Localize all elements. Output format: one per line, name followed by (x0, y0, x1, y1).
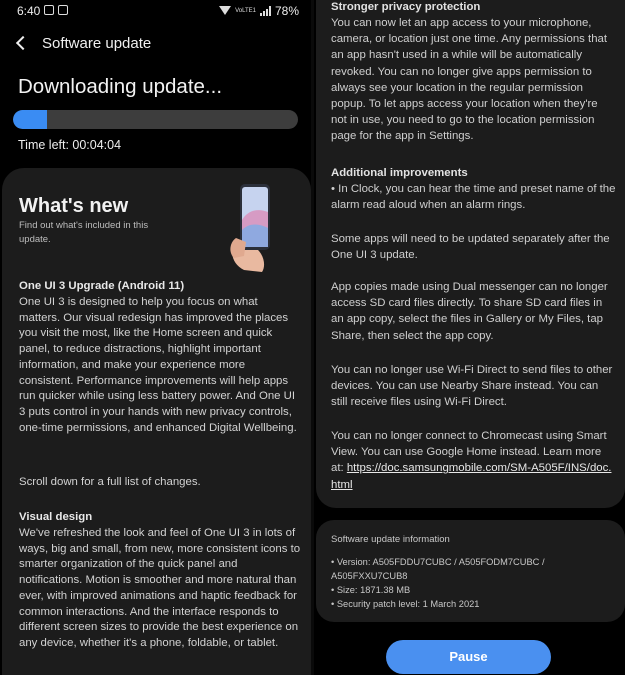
download-title: Downloading update... (18, 75, 223, 98)
signal-icon (260, 6, 271, 16)
info-size: • Size: 1871.38 MB (331, 585, 411, 595)
left-panel (0, 0, 311, 675)
scroll-hint: Scroll down for a full list of changes. (19, 476, 201, 488)
gallery-icon (44, 5, 54, 15)
image-icon (58, 5, 68, 15)
whats-new-subtitle: Find out what's included in this update. (19, 220, 149, 245)
network-label: VoLTE1 (235, 8, 256, 14)
privacy-body: You can now let an app access to your microphone, camera, or location just one time. Any permissions that an app hasn't used in a while will be automatically revoked. You can no longer give apps permission to always see your location in the regular permission popup. To let apps access your location when they're not in use, you need to go to the location permission page for the app in Settings. (331, 17, 608, 143)
additional-item-dual: App copies made using Dual messenger can no longer access SD card files directly. To share SD card files in an app copy, select the files in Gallery or My Files, tap Share, then select the app copy. (331, 281, 608, 342)
software-info-list (331, 555, 616, 611)
download-progress-bar (13, 110, 298, 129)
learn-more-label: Learn more at: (331, 446, 602, 475)
whats-new-card (2, 168, 311, 675)
phone-illustration-icon (228, 182, 298, 274)
section-heading-visual: Visual design (19, 511, 93, 523)
chromecast-text (331, 428, 616, 493)
status-bar (0, 0, 311, 22)
download-progress-fill (13, 110, 47, 129)
status-right (219, 4, 299, 18)
software-info-card (316, 520, 625, 622)
pause-button[interactable]: Pause (386, 640, 551, 674)
wifi-icon (219, 6, 231, 16)
info-version: • Version: A505FDDU7CUBC / A505FODM7CUBC / A505FXXU7CUB8 (331, 557, 545, 581)
additional-item-apps: Some apps will need to be updated separately after the One UI 3 update. (331, 233, 610, 262)
additional-item-wifi: You can no longer use Wi-Fi Direct to send files to other devices. You can use Nearby Share instead. You can still receive files using Wi-Fi Direct. (331, 364, 613, 409)
section-heading-one-ui: One UI 3 Upgrade (Android 11) (19, 280, 185, 292)
section-body-visual: We've refreshed the look and feel of One UI 3 in lots of ways, big and small, from new, more consistent icons to smarter organization of the quick panel and notifications. Motion is smoother and more natural than ever, with improved animations and haptic feedback for common interactions. And the interface responds to different screen sizes to provide the best experience on any device, whether it's a phone, foldable, or tablet. (19, 527, 301, 649)
app-bar-title: Software update (42, 35, 152, 52)
whats-new-title: What's new (19, 195, 129, 217)
additional-item-clock: • In Clock, you can hear the time and preset name of the alarm read aloud when an alarm rings. (331, 183, 616, 212)
right-panel (314, 0, 625, 675)
app-bar (0, 28, 311, 60)
chromecast-body: You can no longer connect to Chromecast using Smart View. You can use Google Home instead. (331, 430, 607, 459)
info-patch: • Security patch level: 1 March 2021 (331, 599, 480, 609)
learn-more-link[interactable]: https://doc.samsungmobile.com/SM-A505F/INS/doc.html (331, 462, 612, 491)
additional-heading: Additional improvements (331, 167, 468, 179)
time-left: Time left: 00:04:04 (18, 138, 122, 152)
section-body-one-ui: One UI 3 is designed to help you focus on what matters. Our visual redesign has improved the places you visit the most, like the Home screen and quick panel, to reduce distractions, highlight important information, and make your experience more consistent. Performance improvements will help apps run quicker while using less battery power. And One UI 3 puts control in your hands with new privacy controls, one-time permissions, and enhanced Digital Wellbeing. (19, 296, 297, 434)
battery-text: 78% (274, 4, 299, 18)
back-arrow-icon[interactable] (14, 34, 32, 52)
privacy-heading: Stronger privacy protection (331, 1, 481, 13)
software-info-title: Software update information (331, 534, 450, 545)
status-time: 6:40 (17, 4, 41, 18)
